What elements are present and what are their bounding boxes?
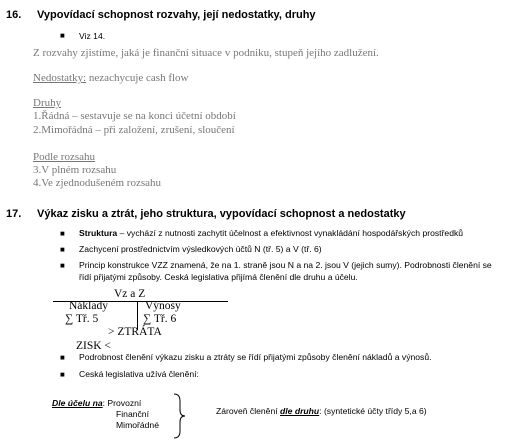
struktura-label: Struktura: [79, 228, 118, 238]
diagram-title: Vz a Z: [114, 288, 146, 300]
bullet-marker: ■: [60, 353, 65, 362]
diagram-naklady: Náklady: [69, 300, 108, 312]
druhy-item: 1.Řádná – sestavuje se na konci účetní období: [33, 110, 236, 122]
podle-rozsahu-item: 3.V plném rozsahu: [33, 164, 117, 176]
section-16-intro: Z rozvahy zjistíme, jaká je finanční situace v podniku, stupeň jejího zadlužení.: [33, 47, 379, 59]
section-17-number: 17.: [6, 208, 22, 220]
struktura-bullet: [79, 228, 463, 238]
section-16-title: Vypovídací schopnost rozvahy, její nedostatky, druhy: [37, 9, 316, 21]
druhy-item: 2.Mimořádná – při založení, zrušení, sloučení: [33, 124, 235, 136]
ucel-line: [52, 398, 141, 408]
zachyceni-bullet: Zachycení prostřednictvím výsledkových účtů N (tř. 5) a V (tř. 6): [79, 244, 322, 254]
princip-bullet-line2: řídí přijatými způsoby. Ceská legislativa přijímá členění dle druhu a účelu.: [79, 272, 358, 282]
diagram-left-sum: ∑ Tř. 5: [65, 313, 99, 325]
diagram-ztrata: > ZTRÁTA: [108, 326, 162, 338]
ucel-label: Dle účelu na: [52, 398, 103, 408]
bullet-marker: ■: [60, 370, 65, 379]
bullet-marker: ■: [60, 229, 65, 238]
bullet-marker: ■: [60, 261, 65, 270]
princip-bullet-line1: Princip konstrukce VZZ znamená, že na 1. straně jsou N a na 2. jsou V (jejich sumy). Podrobnosti členění se: [79, 260, 492, 270]
nedostatky-text: nezachycuje cash flow: [86, 72, 189, 84]
diagram-right-sum: ∑ Tř. 6: [143, 313, 177, 325]
section-16-bullet-text: Viz 14.: [79, 31, 106, 41]
nedostatky-line: [33, 72, 188, 84]
ucel-item: : Provozní: [102, 398, 142, 408]
podrobnost-bullet: Podrobnost členění výkazu zisku a ztráty se řídí přijatými způsoby členění nákladů a výnosů.: [79, 352, 432, 362]
druhy-heading: Druhy: [33, 97, 62, 109]
struktura-text: – vychází z nutnosti zachytit účelnost a efektivnost vynakládání hospodářských prostředků: [117, 228, 464, 238]
ucel-item: Mimořádné: [116, 420, 159, 430]
bullet-marker: ■: [60, 245, 65, 254]
druh-line: [216, 406, 427, 416]
druh-suffix: : (syntetické účty třídy 5,a 6): [319, 406, 427, 416]
ceska-legislativa-bullet: Ceská legislativa užívá členění:: [79, 369, 199, 379]
druh-label: dle druhu: [280, 406, 320, 416]
podle-rozsahu-item: 4.Ve zjednodušeném rozsahu: [33, 177, 161, 189]
podle-rozsahu-heading: Podle rozsahu: [33, 151, 96, 163]
brace-icon: [172, 393, 186, 444]
diagram-zisk: ZISK <: [76, 340, 111, 352]
diagram-vynosy: Výnosy: [145, 300, 181, 312]
druh-prefix: Zároveň členění: [216, 406, 281, 416]
section-16-number: 16.: [6, 9, 22, 21]
bullet-marker: ■: [60, 31, 65, 40]
nedostatky-label: Nedostatky:: [33, 72, 87, 84]
ucel-item: Finanční: [116, 409, 149, 419]
section-17-title: Výkaz zisku a ztrát, jeho struktura, vypovídací schopnost a nedostatky: [37, 208, 406, 220]
